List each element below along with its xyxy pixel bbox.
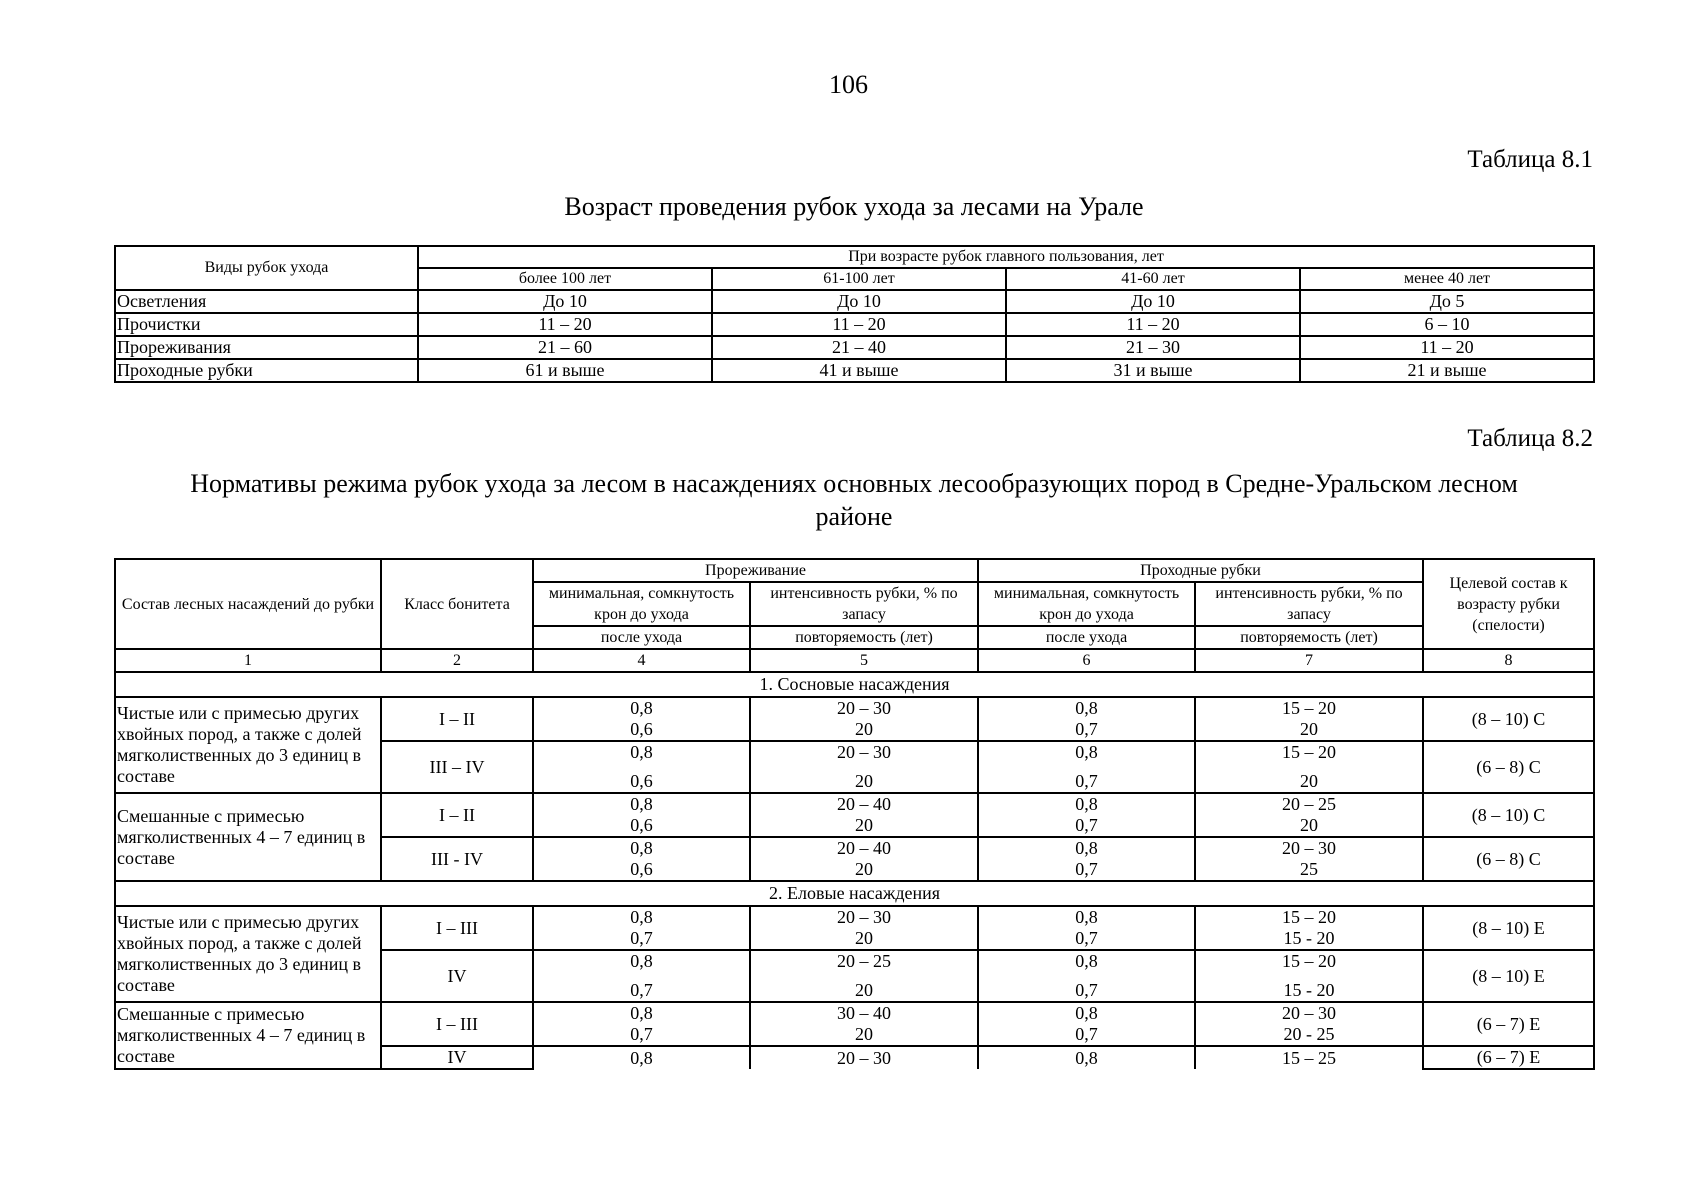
t1-header-age: более 100 лет: [418, 268, 712, 290]
t1-cell: 61 и выше: [418, 359, 712, 382]
t2-header-min-density: минимальная, сомкнутость крон до ухода: [533, 582, 750, 626]
target-cell: (6 – 7) Е: [1423, 1046, 1594, 1069]
value-cell: 20 – 30 20: [750, 741, 978, 793]
composition-cell: Чистые или с примесью других хвойных пород, а также с долей мягколиственных до 3 единиц в составе: [115, 697, 381, 793]
target-cell: (6 – 8) С: [1423, 837, 1594, 881]
value-cell: 20 – 40 20: [750, 793, 978, 837]
site-class-cell: I – II: [381, 697, 533, 741]
t1-cell: До 10: [1006, 290, 1300, 313]
t2-col-number: 7: [1195, 649, 1423, 672]
t2-header-target: Целевой состав к возрасту рубки (спелости): [1423, 559, 1594, 649]
t1-cell: 11 – 20: [1006, 313, 1300, 336]
t2-header-repeat: повторяемость (лет): [1195, 626, 1423, 649]
table-2: [114, 558, 1595, 1070]
value-cell: 0,8: [533, 1046, 750, 1069]
t2-col-number: 8: [1423, 649, 1594, 672]
section-title: 1. Сосновые насаждения: [115, 672, 1594, 697]
t2-header-intensity: интенсивность рубки, % по запасу: [750, 582, 978, 626]
site-class-cell: IV: [381, 1046, 533, 1069]
value-cell: 0,8 0,6: [533, 837, 750, 881]
t2-col-number: 5: [750, 649, 978, 672]
t1-cell: 6 – 10: [1300, 313, 1594, 336]
t2-header-site-class: Класс бонитета: [381, 559, 533, 649]
value-cell: 20 – 30 20 - 25: [1195, 1002, 1423, 1046]
value-cell: 0,8 0,7: [533, 906, 750, 950]
value-cell: 20 – 30: [750, 1046, 978, 1069]
value-cell: 0,8 0,7: [978, 793, 1195, 837]
site-class-cell: I – III: [381, 1002, 533, 1046]
table-row: [115, 906, 1594, 950]
table-row: [115, 313, 1594, 336]
value-cell: 20 – 30 20: [750, 906, 978, 950]
section-row: [115, 672, 1594, 697]
site-class-cell: I – II: [381, 793, 533, 837]
t2-header-thinning: Прореживание: [533, 559, 978, 582]
t1-cell: 41 и выше: [712, 359, 1006, 382]
table-1: [114, 245, 1595, 383]
page-number: 106: [829, 70, 868, 99]
t2-col-number: 6: [978, 649, 1195, 672]
t2-col-number: 4: [533, 649, 750, 672]
value-cell: 15 – 25: [1195, 1046, 1423, 1069]
t1-row-name: Прочистки: [115, 313, 418, 336]
t1-cell: До 10: [712, 290, 1006, 313]
value-cell: 0,8 0,6: [533, 697, 750, 741]
t2-header-composition: Состав лесных насаждений до рубки: [115, 559, 381, 649]
value-cell: 0,8 0,6: [533, 741, 750, 793]
t1-cell: До 10: [418, 290, 712, 313]
value-cell: 0,8 0,7: [978, 906, 1195, 950]
t2-header-passage: Проходные рубки: [978, 559, 1423, 582]
value-cell: 0,8 0,7: [533, 1002, 750, 1046]
site-class-cell: IV: [381, 950, 533, 1002]
t2-header-after-care: после ухода: [533, 626, 750, 649]
value-cell: 30 – 40 20: [750, 1002, 978, 1046]
t1-row-name: Осветления: [115, 290, 418, 313]
table-1-title: Возраст проведения рубок ухода за лесами на Урале: [564, 192, 1144, 221]
value-cell: 0,8 0,6: [533, 793, 750, 837]
target-cell: (6 – 8) С: [1423, 741, 1594, 793]
t1-cell: 21 – 30: [1006, 336, 1300, 359]
target-cell: (8 – 10) С: [1423, 697, 1594, 741]
value-cell: 0,8 0,7: [978, 837, 1195, 881]
table-2-title-line: районе: [815, 502, 893, 531]
value-cell: 20 – 25 20: [750, 950, 978, 1002]
t1-header-age: 41-60 лет: [1006, 268, 1300, 290]
t2-header-intensity: интенсивность рубки, % по запасу: [1195, 582, 1423, 626]
site-class-cell: III - IV: [381, 837, 533, 881]
value-cell: 0,8: [978, 1046, 1195, 1069]
target-cell: (6 – 7) Е: [1423, 1002, 1594, 1046]
table-2-title: [114, 467, 1594, 533]
value-cell: 15 – 20 15 - 20: [1195, 950, 1423, 1002]
value-cell: 0,8 0,7: [978, 697, 1195, 741]
composition-cell: Чистые или с примесью других хвойных пород, а также с долей мягколиственных до 3 единиц в составе: [115, 906, 381, 1002]
t1-row-name: Проходные рубки: [115, 359, 418, 382]
t1-header-age: менее 40 лет: [1300, 268, 1594, 290]
table-2-title-line: Нормативы режима рубок ухода за лесом в насаждениях основных лесообразующих пород в Средне-Уральском лесном: [190, 469, 1518, 498]
t1-cell: 21 – 60: [418, 336, 712, 359]
section-row: [115, 881, 1594, 906]
t2-col-number: 1: [115, 649, 381, 672]
composition-cell: Смешанные с примесью мягколиственных 4 – 7 единиц в составе: [115, 793, 381, 881]
t1-cell: 21 – 40: [712, 336, 1006, 359]
t1-cell: 11 – 20: [1300, 336, 1594, 359]
table-row: [115, 697, 1594, 741]
value-cell: 20 – 40 20: [750, 837, 978, 881]
table-row: [115, 1002, 1594, 1046]
t1-row-name: Прореживания: [115, 336, 418, 359]
t1-cell: 11 – 20: [418, 313, 712, 336]
target-cell: (8 – 10) Е: [1423, 906, 1594, 950]
t2-header-min-density: минимальная, сомкнутость крон до ухода: [978, 582, 1195, 626]
t2-header-after-care: после ухода: [978, 626, 1195, 649]
t1-header-age: 61-100 лет: [712, 268, 1006, 290]
target-cell: (8 – 10) Е: [1423, 950, 1594, 1002]
t1-cell: 21 и выше: [1300, 359, 1594, 382]
value-cell: 15 – 20 20: [1195, 697, 1423, 741]
target-cell: (8 – 10) С: [1423, 793, 1594, 837]
value-cell: 0,8 0,7: [533, 950, 750, 1002]
table-row: [115, 359, 1594, 382]
value-cell: 20 – 25 20: [1195, 793, 1423, 837]
table-1-label: Таблица 8.1: [1467, 146, 1593, 173]
value-cell: 0,8 0,7: [978, 1002, 1195, 1046]
t1-header-group: При возрасте рубок главного пользования, лет: [418, 246, 1594, 268]
t2-header-repeat: повторяемость (лет): [750, 626, 978, 649]
value-cell: 15 – 20 15 - 20: [1195, 906, 1423, 950]
section-title: 2. Еловые насаждения: [115, 881, 1594, 906]
value-cell: 0,8 0,7: [978, 950, 1195, 1002]
value-cell: 0,8 0,7: [978, 741, 1195, 793]
site-class-cell: I – III: [381, 906, 533, 950]
value-cell: 20 – 30 25: [1195, 837, 1423, 881]
table-row: [115, 336, 1594, 359]
t1-cell: 11 – 20: [712, 313, 1006, 336]
table-row: [115, 793, 1594, 837]
t1-cell: До 5: [1300, 290, 1594, 313]
t1-header-kind: Виды рубок ухода: [115, 246, 418, 290]
value-cell: 20 – 30 20: [750, 697, 978, 741]
composition-cell: Смешанные с примесью мягколиственных 4 – 7 единиц в составе: [115, 1002, 381, 1069]
t2-col-number: 2: [381, 649, 533, 672]
value-cell: 15 – 20 20: [1195, 741, 1423, 793]
site-class-cell: III – IV: [381, 741, 533, 793]
table-2-label: Таблица 8.2: [1467, 425, 1593, 452]
table-row: [115, 290, 1594, 313]
t1-cell: 31 и выше: [1006, 359, 1300, 382]
